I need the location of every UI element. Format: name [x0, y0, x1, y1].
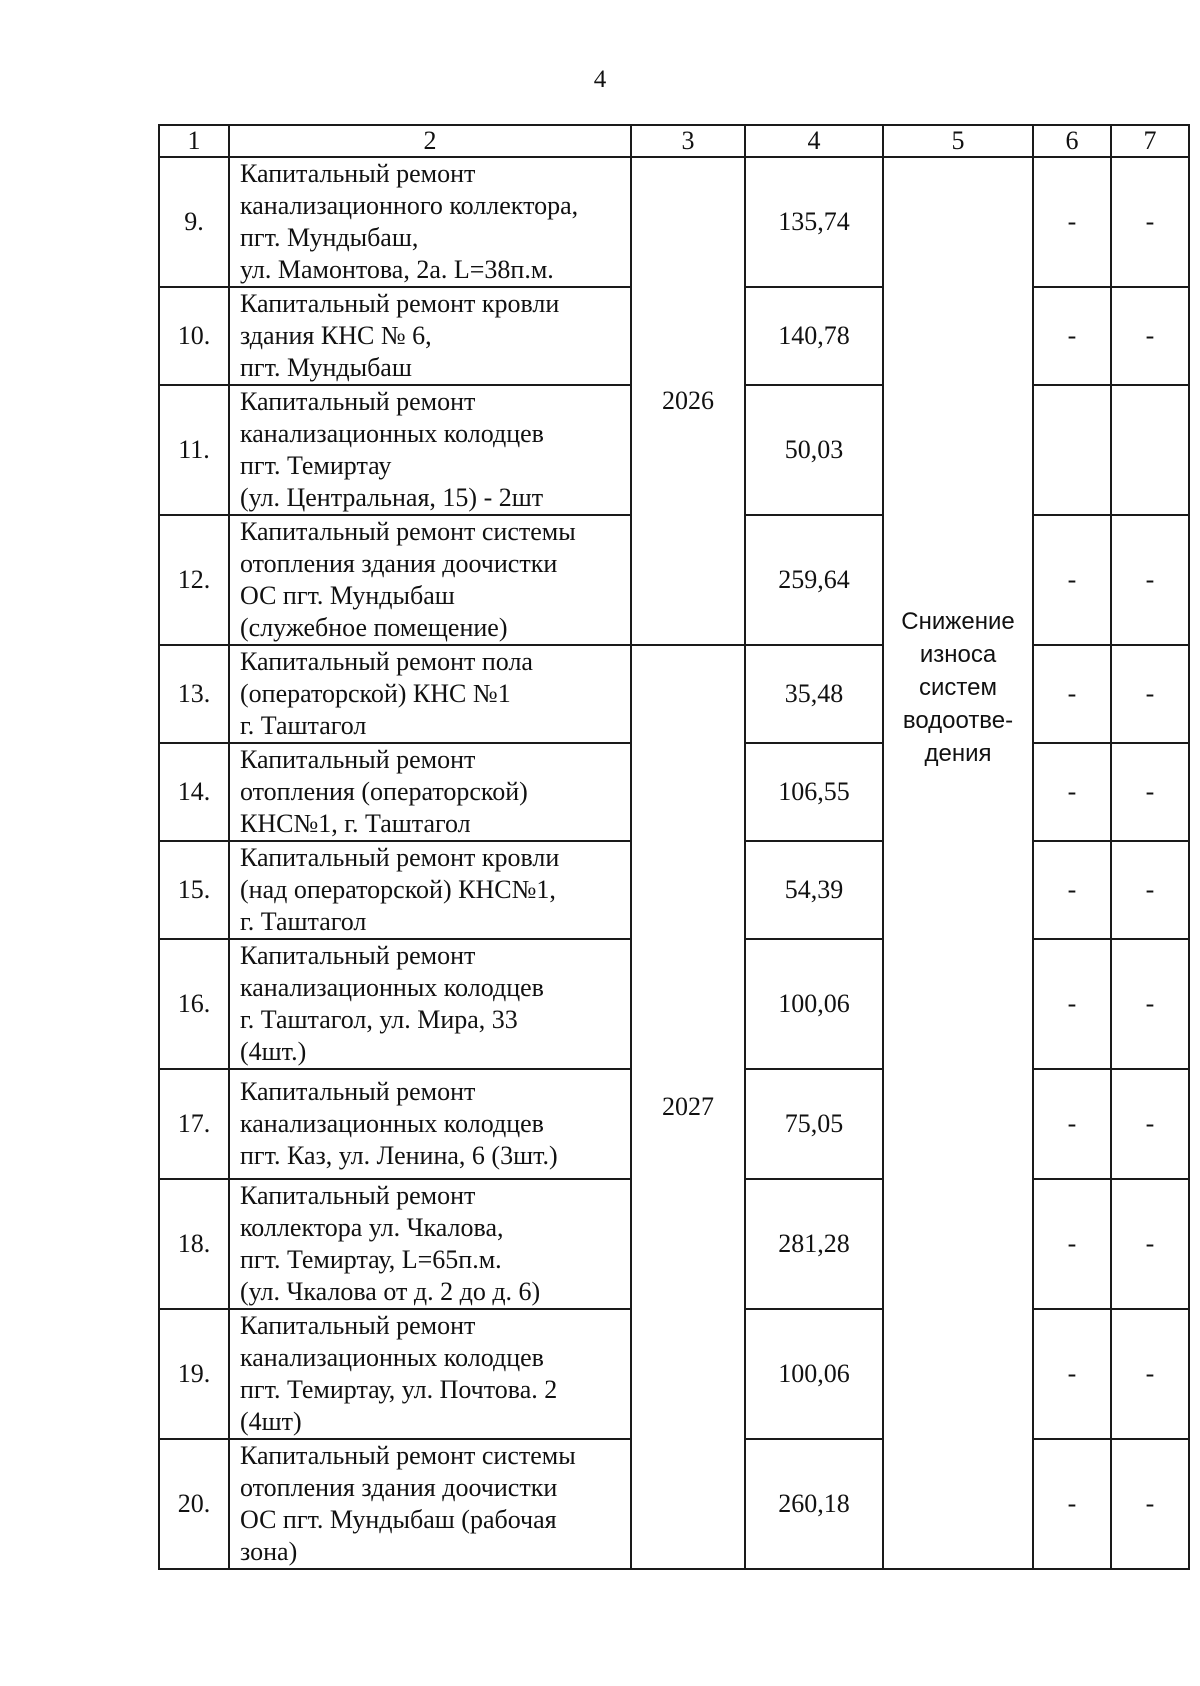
row-number: 13. [159, 645, 229, 743]
purpose-line: износа [919, 641, 997, 668]
header-cell: 5 [883, 125, 1033, 157]
col7-cell: - [1111, 1069, 1189, 1179]
description-line: (4шт.) [240, 1037, 307, 1066]
description-line: Капитальный ремонт системы [240, 1441, 576, 1470]
description-line: г. Таштагол [240, 711, 367, 740]
purpose-cell [883, 157, 1033, 1569]
cost-cell: 260,18 [745, 1439, 883, 1569]
col6-cell: - [1033, 1069, 1111, 1179]
description-line: (операторской) КНС №1 [240, 679, 511, 708]
description-line: Капитальный ремонт [240, 1181, 476, 1210]
col6-cell: - [1033, 1309, 1111, 1439]
col7-cell: - [1111, 939, 1189, 1069]
col6-cell [1033, 385, 1111, 515]
col7-cell: - [1111, 287, 1189, 385]
works-table [158, 124, 1190, 1570]
row-number: 15. [159, 841, 229, 939]
table-row [159, 157, 1189, 287]
work-description [229, 743, 631, 841]
description-line: пгт. Мундыбаш [240, 353, 412, 382]
row-number: 9. [159, 157, 229, 287]
description-line: Капитальный ремонт системы [240, 517, 576, 546]
description-line: Капитальный ремонт кровли [240, 289, 560, 318]
description-line: г. Таштагол, ул. Мира, 33 [240, 1005, 518, 1034]
col7-cell: - [1111, 1439, 1189, 1569]
header-cell: 1 [159, 125, 229, 157]
description-line: Капитальный ремонт кровли [240, 843, 560, 872]
description-line: коллектора ул. Чкалова, [240, 1213, 504, 1242]
row-number: 12. [159, 515, 229, 645]
year-cell: 2026 [631, 157, 745, 645]
row-number: 18. [159, 1179, 229, 1309]
description-line: (над операторской) КНС№1, [240, 875, 556, 904]
description-line: канализационного коллектора, [240, 191, 579, 220]
description-line: КНС№1, г. Таштагол [240, 809, 471, 838]
cost-cell: 35,48 [745, 645, 883, 743]
work-description [229, 1069, 631, 1179]
cost-cell: 75,05 [745, 1069, 883, 1179]
col7-cell: - [1111, 157, 1189, 287]
description-line: Капитальный ремонт [240, 1311, 476, 1340]
description-line: канализационных колодцев [240, 1343, 544, 1372]
description-line: ОС пгт. Мундыбаш [240, 581, 455, 610]
description-line: отопления (операторской) [240, 777, 528, 806]
col7-cell: - [1111, 645, 1189, 743]
col6-cell: - [1033, 841, 1111, 939]
cost-cell: 100,06 [745, 939, 883, 1069]
work-description [229, 385, 631, 515]
work-description [229, 645, 631, 743]
cost-cell: 54,39 [745, 841, 883, 939]
description-line: канализационных колодцев [240, 973, 544, 1002]
work-description [229, 287, 631, 385]
col7-cell: - [1111, 841, 1189, 939]
table-row [159, 645, 1189, 743]
description-line: (4шт) [240, 1407, 302, 1436]
col6-cell: - [1033, 743, 1111, 841]
col6-cell: - [1033, 1439, 1111, 1569]
work-description [229, 1309, 631, 1439]
work-description [229, 939, 631, 1069]
cost-cell: 259,64 [745, 515, 883, 645]
header-cell: 4 [745, 125, 883, 157]
col7-cell: - [1111, 743, 1189, 841]
col6-cell: - [1033, 157, 1111, 287]
cost-cell: 106,55 [745, 743, 883, 841]
cost-cell: 135,74 [745, 157, 883, 287]
work-description [229, 1439, 631, 1569]
description-line: здания КНС № 6, [240, 321, 432, 350]
header-cell: 6 [1033, 125, 1111, 157]
description-line: зона) [240, 1537, 298, 1566]
purpose-text [890, 605, 1026, 770]
cost-cell: 281,28 [745, 1179, 883, 1309]
col6-cell: - [1033, 645, 1111, 743]
work-description [229, 515, 631, 645]
purpose-line: Снижение [901, 608, 1015, 635]
description-line: (ул. Центральная, 15) - 2шт [240, 483, 544, 512]
description-line: канализационных колодцев [240, 1109, 544, 1138]
description-line: пгт. Темиртау, L=65п.м. [240, 1245, 502, 1274]
col7-cell: - [1111, 1309, 1189, 1439]
col7-cell: - [1111, 515, 1189, 645]
description-line: Капитальный ремонт [240, 745, 476, 774]
description-line: (ул. Чкалова от д. 2 до д. 6) [240, 1277, 541, 1306]
col6-cell: - [1033, 939, 1111, 1069]
row-number: 20. [159, 1439, 229, 1569]
year-cell: 2027 [631, 645, 745, 1569]
purpose-line: водоотве- [902, 707, 1014, 734]
row-number: 14. [159, 743, 229, 841]
description-line: пгт. Мундыбаш, [240, 223, 419, 252]
row-number: 19. [159, 1309, 229, 1439]
description-line: отопления здания доочистки [240, 549, 558, 578]
cost-cell: 140,78 [745, 287, 883, 385]
work-description [229, 841, 631, 939]
row-number: 17. [159, 1069, 229, 1179]
work-description [229, 1179, 631, 1309]
row-number: 11. [159, 385, 229, 515]
col7-cell: - [1111, 1179, 1189, 1309]
description-line: ОС пгт. Мундыбаш (рабочая [240, 1505, 557, 1534]
description-line: пгт. Темиртау, ул. Почтова. 2 [240, 1375, 558, 1404]
description-line: пгт. Каз, ул. Ленина, 6 (3шт.) [240, 1141, 558, 1170]
row-number: 16. [159, 939, 229, 1069]
description-line: Капитальный ремонт [240, 159, 476, 188]
page-number: 4 [593, 66, 607, 93]
description-line: Капитальный ремонт [240, 1077, 476, 1106]
description-line: пгт. Темиртау [240, 451, 392, 480]
col6-cell: - [1033, 515, 1111, 645]
table-header-row [159, 125, 1189, 157]
description-line: ул. Мамонтова, 2а. L=38п.м. [240, 255, 554, 284]
description-line: Капитальный ремонт [240, 387, 476, 416]
cost-cell: 50,03 [745, 385, 883, 515]
work-description [229, 157, 631, 287]
header-cell: 3 [631, 125, 745, 157]
col6-cell: - [1033, 1179, 1111, 1309]
description-line: Капитальный ремонт [240, 941, 476, 970]
description-line: отопления здания доочистки [240, 1473, 558, 1502]
description-line: (служебное помещение) [240, 613, 508, 642]
purpose-line: систем [919, 674, 997, 701]
description-line: г. Таштагол [240, 907, 367, 936]
description-line: Капитальный ремонт пола [240, 647, 533, 676]
row-number: 10. [159, 287, 229, 385]
description-line: канализационных колодцев [240, 419, 544, 448]
header-cell: 2 [229, 125, 631, 157]
col7-cell [1111, 385, 1189, 515]
header-cell: 7 [1111, 125, 1189, 157]
purpose-line: дения [924, 740, 992, 767]
cost-cell: 100,06 [745, 1309, 883, 1439]
col6-cell: - [1033, 287, 1111, 385]
